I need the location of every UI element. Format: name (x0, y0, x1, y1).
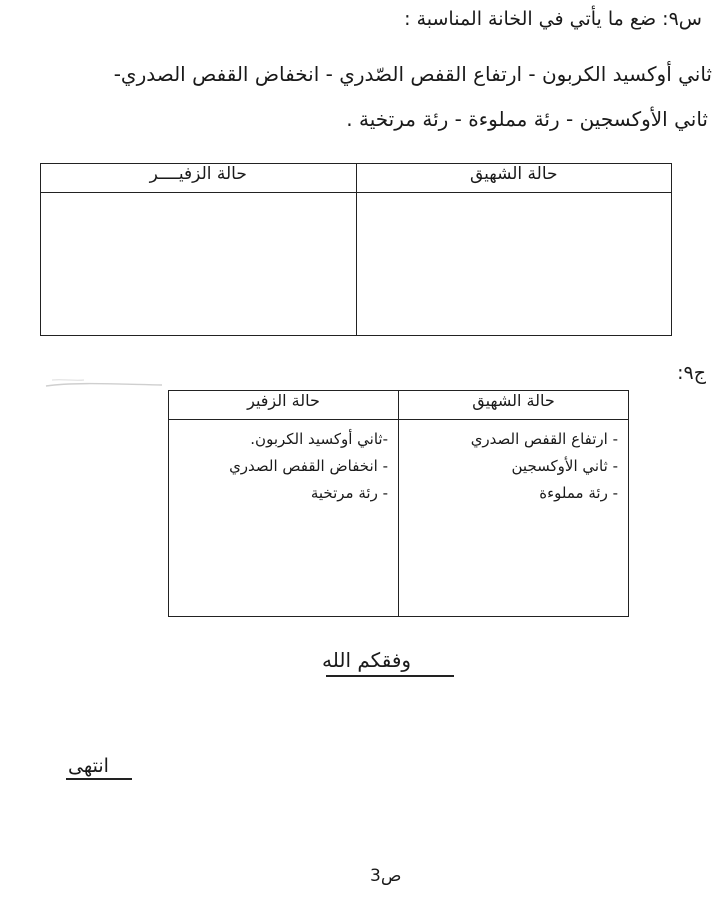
answer-inhale-cell (399, 420, 629, 617)
closing-underline (326, 675, 454, 677)
answer-table (168, 390, 629, 617)
answer-inhale-item: - ارتفاع القفص الصدري (470, 430, 618, 448)
question-table-exhale-cell (41, 193, 357, 336)
question-table-inhale-cell (356, 193, 672, 336)
question-table-inhale-header: حالة الشهيق (356, 164, 672, 193)
question-terms-line-1: ثاني أوكسيد الكربون - ارتفاع القفص الصّدري - انخفاض القفص الصدري- (113, 62, 712, 86)
answer-table-exhale-header: حالة الزفير (169, 391, 399, 420)
end-text: انتهى (68, 755, 109, 777)
answer-exhale-item: -ثاني أوكسيد الكربون. (250, 430, 388, 448)
answer-inhale-item: - رئة مملوءة (539, 484, 618, 502)
question-terms-line-2: ثاني الأوكسجين - رئة مملوءة - رئة مرتخية . (346, 107, 708, 131)
faint-pencil-mark (44, 376, 164, 392)
end-underline (66, 778, 132, 780)
question-table-exhale-header: حالة الزفيــــر (41, 164, 357, 193)
page-number: ص3 (370, 866, 402, 886)
question-label: س٩: ضع ما يأتي في الخانة المناسبة : (404, 8, 702, 30)
answer-exhale-item: - رئة مرتخية (310, 484, 388, 502)
closing-wish: وفقكم الله (322, 648, 412, 672)
answer-exhale-item: - انخفاض القفص الصدري (229, 457, 388, 475)
answer-exhale-cell (169, 420, 399, 617)
question-table (40, 163, 672, 336)
answer-inhale-item: - ثاني الأوكسجين (511, 457, 618, 475)
answer-label: ج٩: (677, 362, 706, 384)
answer-table-inhale-header: حالة الشهيق (399, 391, 629, 420)
